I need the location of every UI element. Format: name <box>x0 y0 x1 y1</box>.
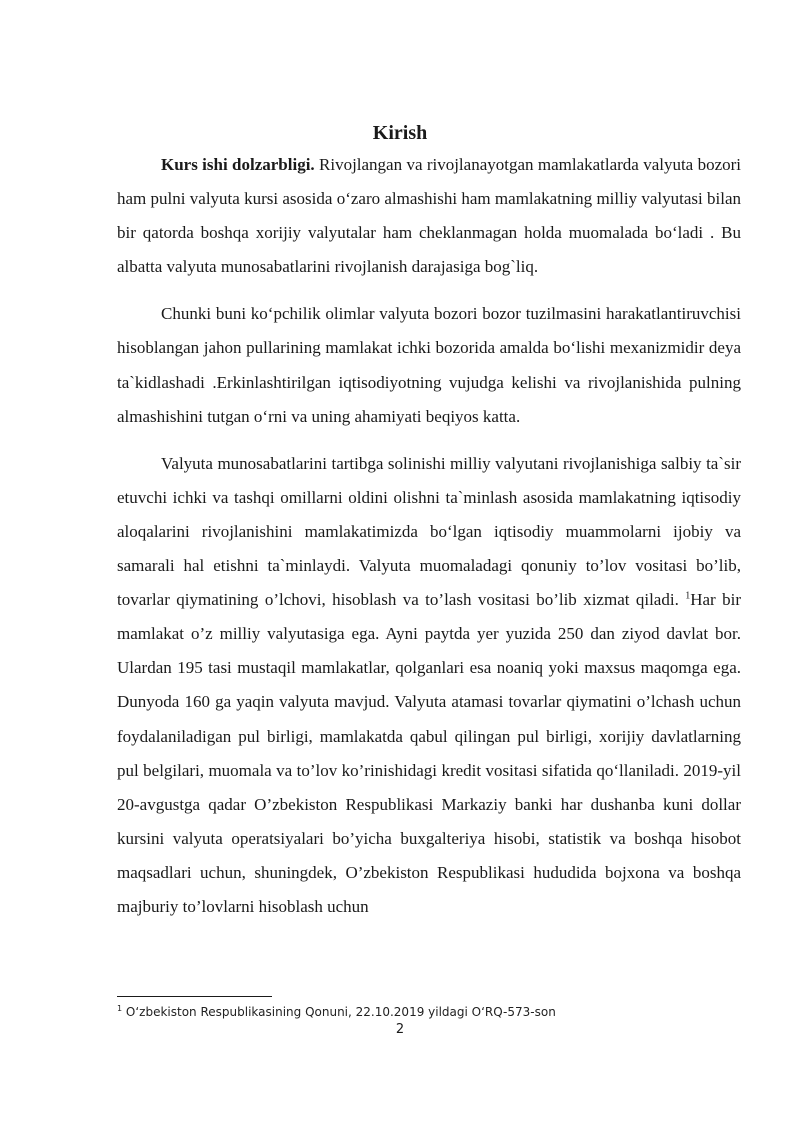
section-heading: Kirish <box>372 122 428 144</box>
paragraph-3-text-a: Valyuta munosabatlarini tartibga solinishi milliy valyutani rivojlanishiga salbiy ta`sir etuvchi ichki va tashqi omillarni oldini olishni ta`minlash asosida mamlakatning iqtisodiy aloqalarini rivojlanishini mamlakatimizda bo‘lgan iqtisodiy muammolarni ijobiy va samarali hal etishni ta`minlaydi. Valyuta muomaladagi qonuniy to’lov vositasi bo’lib, tovarlar qiymatining o’lchovi, hisoblash va to’lash vositasi bo’lib xizmat qiladi. <box>117 453 741 610</box>
paragraph-2: Chunki buni ko‘pchilik olimlar valyuta bozori bozor tuzilmasini harakatlantiruvchisi hisoblangan jahon pullarining mamlakat ichki bozorida amalda bo‘lishi mexanizmidir deya ta`kidlashadi .Erkinlashtirilgan iqtisodiyotning vujudga kelishi va rivojlanishida pulning almashishini tutgan o‘rni va uning ahamiyati beqiyos katta. <box>117 304 741 426</box>
body-text <box>117 148 741 924</box>
footnote-reference[interactable]: 1 <box>685 590 691 602</box>
footnote-marker: 1 <box>117 1004 123 1013</box>
footnote-text: O‘zbekiston Respublikasining Qonuni, 22.10.2019 yildagi O‘RQ-573-son <box>122 1005 556 1019</box>
paragraph-1 <box>117 148 741 284</box>
page-number: 2 <box>395 1022 405 1037</box>
paragraph-3-text-b: Har bir mamlakat o’z milliy valyutasiga ega. Ayni paytda yer yuzida 250 dan ziyod davlat bor. Ulardan 195 tasi mustaqil mamlakatlar, qolganlari esa noaniq yoki maxsus maqomga ega. Dunyoda 160 ga yaqin valyuta mavjud. Valyuta atamasi tovarlar qiymatini o’lchash uchun foydalaniladigan pul birligi, mamlakatda qabul qilingan pul birligi, xorijiy davlatlarning pul belgilari, muomala va to’lov ko’rinishidagi kredit vositasi sifatida qo‘llaniladi. 2019-yil 20-avgustga qadar O’zbekiston Respublikasi Markaziy banki har dushanba kuni dollar kursini valyuta operatsiyalari bo’yicha buxgalteriya hisobi, statistik va boshqa hisobot maqsadlari uchun, shuningdek, O’zbekiston Respublikasi hududida bojxona va boshqa majburiy to’lovlarni hisoblash uchun <box>117 590 741 916</box>
paragraph-lead: Kurs ishi dolzarbligi. <box>161 155 315 174</box>
paragraph-3 <box>117 447 741 924</box>
footnote-divider <box>117 996 272 997</box>
paragraph-1-text: Rivojlangan va rivojlanayotgan mamlakatlarda valyuta bozori ham pulni valyuta kursi asosida o‘zaro almashishi ham mamlakatning milliy valyutasi bilan bir qatorda boshqa xorijiy valyutalar ham cheklanmagan holda muomalada bo‘ladi . Bu albatta valyuta munosabatlarini rivojlanish darajasiga bog`liq. <box>117 155 741 277</box>
footnote <box>117 1004 741 1019</box>
